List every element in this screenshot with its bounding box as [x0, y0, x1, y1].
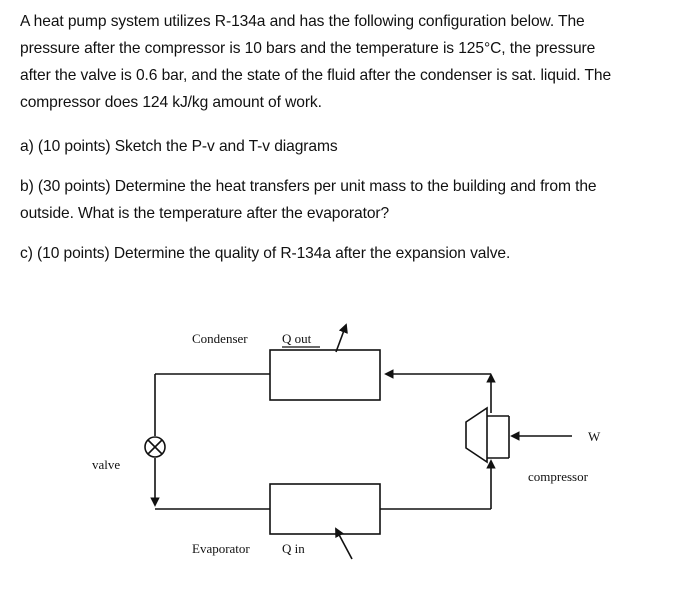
intro-line-2: pressure after the compressor is 10 bars and the temperature is 125°C, the pressure	[20, 40, 596, 57]
intro-line-4: compressor does 124 kJ/kg amount of work.	[20, 94, 322, 111]
part-c-text: c) (10 points) Determine the quality of R-134a after the expansion valve.	[20, 245, 511, 262]
part-b-line-1: b) (30 points) Determine the heat transfers per unit mass to the building and from the	[20, 178, 597, 195]
valve-label: valve	[92, 457, 121, 472]
part-a-text: a) (10 points) Sketch the P-v and T-v diagrams	[20, 138, 338, 155]
compressor-body	[466, 408, 487, 462]
work-label: W	[588, 429, 601, 444]
intro-line-1: A heat pump system utilizes R-134a and has the following configuration below. The	[20, 13, 585, 30]
evaporator-box	[270, 484, 380, 534]
condenser-label: Condenser	[192, 331, 248, 346]
condenser-box	[270, 350, 380, 400]
q-in-label: Q in	[282, 541, 305, 556]
evaporator-label: Evaporator	[192, 541, 250, 556]
compressor-label: compressor	[528, 469, 588, 484]
expansion-valve	[145, 437, 165, 457]
intro-line-3: after the valve is 0.6 bar, and the state of the fluid after the condenser is sat. liquid. The	[20, 67, 612, 84]
q-out-label: Q out	[282, 331, 312, 346]
part-b-line-2: outside. What is the temperature after the evaporator?	[20, 205, 390, 222]
q-out-arrow	[336, 325, 346, 352]
